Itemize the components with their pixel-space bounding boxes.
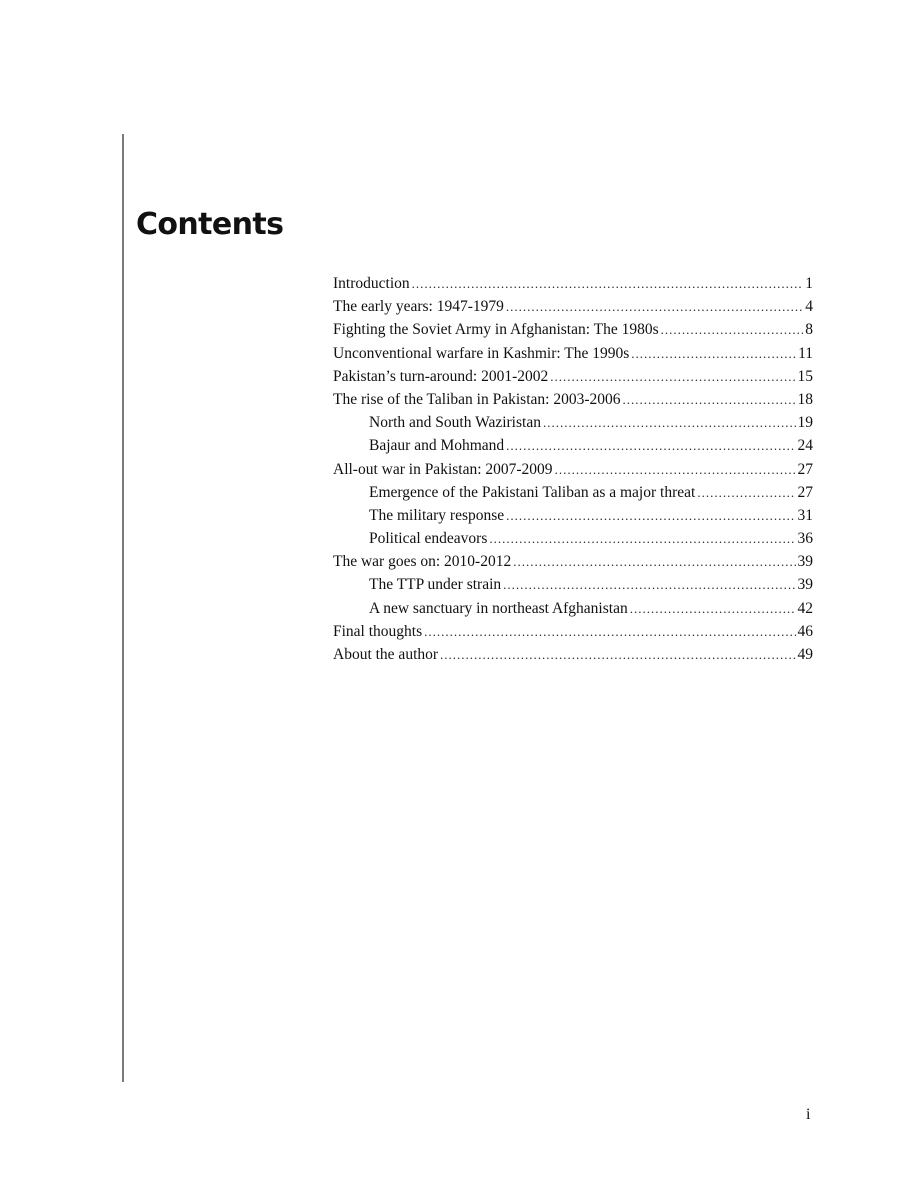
- page-title: Contents: [136, 207, 284, 242]
- toc-entry[interactable]: [333, 643, 813, 666]
- toc-entry-title: Emergence of the Pakistani Taliban as a major threat: [369, 483, 696, 501]
- dot-leader: [555, 458, 796, 481]
- toc-entry-page: 39: [797, 576, 813, 594]
- toc-entry-page: 15: [797, 367, 813, 385]
- toc-entry-page: 19: [797, 414, 813, 432]
- toc-entry[interactable]: [333, 295, 813, 318]
- toc-entry-page: 31: [797, 506, 813, 524]
- toc-entry[interactable]: [333, 573, 813, 596]
- table-of-contents: [333, 272, 813, 666]
- toc-entry-page: 1: [805, 275, 813, 292]
- dot-leader: [697, 481, 795, 504]
- toc-entry-title: The rise of the Taliban in Pakistan: 2003-2006: [333, 390, 621, 408]
- toc-entry[interactable]: [333, 318, 813, 341]
- toc-entry-page: 11: [798, 344, 813, 362]
- toc-entry-page: 18: [797, 390, 813, 408]
- toc-entry-title: The early years: 1947-1979: [333, 298, 504, 316]
- page-number: i: [806, 1106, 811, 1123]
- toc-entry-title: Final thoughts: [333, 622, 423, 640]
- toc-entry-title: North and South Waziristan: [369, 414, 541, 432]
- toc-entry-page: 27: [797, 483, 813, 501]
- dot-leader: [622, 388, 795, 411]
- toc-entry-page: 24: [797, 437, 813, 455]
- dot-leader: [661, 318, 804, 341]
- toc-entry-title: Political endeavors: [369, 530, 488, 548]
- toc-entry[interactable]: [333, 342, 813, 365]
- toc-entry[interactable]: [333, 458, 813, 481]
- toc-entry-title: Bajaur and Mohmand: [369, 437, 505, 455]
- toc-entry[interactable]: [333, 411, 813, 434]
- toc-entry[interactable]: [333, 550, 813, 573]
- toc-entry-page: 8: [805, 321, 813, 339]
- dot-leader: [489, 527, 795, 550]
- toc-entry-page: 36: [797, 530, 813, 548]
- margin-rule: [122, 134, 124, 1082]
- dot-leader: [424, 620, 795, 643]
- toc-entry-title: The war goes on: 2010-2012: [333, 553, 512, 571]
- dot-leader: [503, 573, 795, 596]
- dot-leader: [506, 295, 803, 318]
- toc-entry[interactable]: [333, 504, 813, 527]
- toc-entry[interactable]: [333, 388, 813, 411]
- toc-entry-title: Fighting the Soviet Army in Afghanistan: The 1980s: [333, 321, 659, 339]
- toc-entry-page: 46: [797, 622, 813, 640]
- toc-entry[interactable]: [333, 434, 813, 457]
- toc-entry[interactable]: [333, 597, 813, 620]
- dot-leader: [513, 550, 795, 573]
- dot-leader: [506, 504, 795, 527]
- toc-entry-title: The military response: [369, 506, 505, 524]
- dot-leader: [631, 342, 796, 365]
- toc-entry[interactable]: [333, 620, 813, 643]
- toc-entry-page: 4: [805, 298, 813, 316]
- toc-entry-title: Introduction: [333, 275, 410, 292]
- toc-entry-title: About the author: [333, 646, 439, 663]
- dot-leader: [630, 597, 796, 620]
- toc-entry-title: All-out war in Pakistan: 2007-2009: [333, 460, 553, 478]
- dot-leader: [412, 272, 804, 295]
- toc-entry[interactable]: [333, 481, 813, 504]
- dot-leader: [543, 411, 796, 434]
- dot-leader: [550, 365, 795, 388]
- toc-entry-page: 49: [797, 646, 813, 663]
- toc-entry-page: 27: [797, 460, 813, 478]
- dot-leader: [506, 434, 795, 457]
- dot-leader: [440, 643, 795, 666]
- toc-entry[interactable]: [333, 272, 813, 295]
- toc-entry[interactable]: [333, 365, 813, 388]
- toc-entry-title: Pakistan’s turn-around: 2001-2002: [333, 367, 549, 385]
- toc-entry-title: A new sanctuary in northeast Afghanistan: [369, 599, 628, 617]
- toc-entry-title: Unconventional warfare in Kashmir: The 1990s: [333, 344, 630, 362]
- toc-entry-page: 39: [797, 553, 813, 571]
- toc-entry-title: The TTP under strain: [369, 576, 502, 594]
- toc-entry-page: 42: [797, 599, 813, 617]
- toc-entry[interactable]: [333, 527, 813, 550]
